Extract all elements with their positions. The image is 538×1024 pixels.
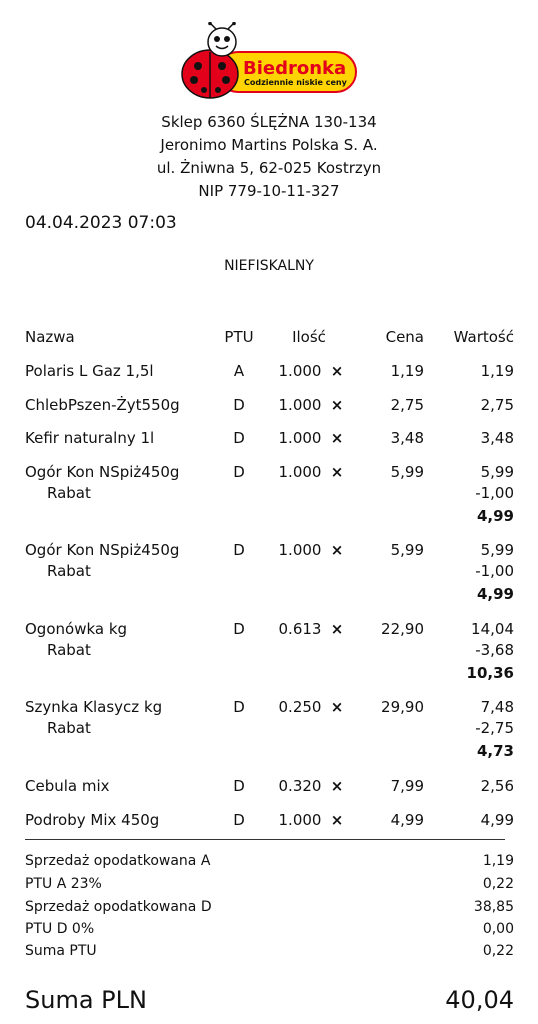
summary-value: 38,85: [473, 899, 514, 915]
item-qty: 1.000: [278, 362, 322, 380]
discount-row: [0, 641, 538, 661]
item-row: [0, 811, 538, 833]
item-row: [0, 698, 538, 720]
item-ptu: A: [233, 362, 245, 380]
item-row: [0, 620, 538, 642]
item-value: 14,04: [471, 620, 514, 638]
item-qty: 1.000: [278, 429, 322, 447]
net-row: [0, 507, 538, 527]
net-value: 4,99: [476, 507, 514, 525]
item-name: Ogór Kon NSpiż450g: [25, 541, 180, 559]
discount-row: [0, 562, 538, 582]
item-ptu: D: [233, 777, 245, 795]
col-name: Nazwa: [25, 328, 75, 346]
item-price: 3,48: [390, 429, 424, 447]
item-ptu: D: [233, 396, 245, 414]
non-fiscal-notice: NIEFISKALNY: [224, 258, 314, 274]
col-ptu: PTU: [224, 328, 254, 346]
net-row: [0, 585, 538, 605]
item-name: Szynka Klasycz kg: [25, 698, 163, 716]
item-price: 5,99: [390, 541, 424, 559]
net-row: [0, 742, 538, 762]
item-qty: 1.000: [278, 541, 322, 559]
item-ptu: D: [233, 429, 245, 447]
multiply-sign: ×: [330, 396, 344, 414]
item-row: [0, 777, 538, 799]
receipt-datetime: 04.04.2023 07:03: [25, 213, 177, 233]
item-row: [0, 429, 538, 451]
item-row: [0, 541, 538, 563]
item-row: [0, 463, 538, 485]
multiply-sign: ×: [330, 541, 344, 559]
item-name: Ogonówka kg: [25, 620, 128, 638]
divider: [25, 839, 505, 840]
column-headers: [0, 328, 538, 350]
brand-name: Biedronka: [243, 58, 347, 79]
multiply-sign: ×: [330, 620, 344, 638]
multiply-sign: ×: [330, 811, 344, 829]
item-qty: 0.320: [278, 777, 322, 795]
summary-row: [0, 921, 538, 941]
discount-label: Rabat: [47, 641, 91, 659]
discount-value: -3,68: [475, 641, 514, 659]
total-value: 40,04: [445, 986, 514, 1014]
multiply-sign: ×: [330, 362, 344, 380]
item-name: Kefir naturalny 1l: [25, 429, 155, 447]
col-price: Cena: [385, 328, 424, 346]
item-ptu: D: [233, 811, 245, 829]
store-line-1: Sklep 6360 ŚLĘŻNA 130-134: [161, 113, 377, 131]
summary-label: PTU A 23%: [25, 876, 102, 892]
item-ptu: D: [233, 463, 245, 481]
item-value: 2,56: [480, 777, 514, 795]
discount-value: -1,00: [475, 562, 514, 580]
net-row: [0, 664, 538, 684]
discount-row: [0, 484, 538, 504]
summary-label: PTU D 0%: [25, 921, 95, 937]
item-price: 22,90: [381, 620, 424, 638]
discount-label: Rabat: [47, 484, 91, 502]
item-name: Podroby Mix 450g: [25, 811, 160, 829]
item-qty: 1.000: [278, 463, 322, 481]
summary-value: 0,22: [482, 943, 514, 959]
item-value: 5,99: [480, 541, 514, 559]
discount-label: Rabat: [47, 562, 91, 580]
item-name: Polaris L Gaz 1,5l: [25, 362, 154, 380]
item-value: 5,99: [480, 463, 514, 481]
summary-value: 1,19: [482, 853, 514, 869]
discount-label: Rabat: [47, 719, 91, 737]
item-qty: 1.000: [278, 811, 322, 829]
item-price: 4,99: [390, 811, 424, 829]
item-ptu: D: [233, 698, 245, 716]
item-qty: 0.613: [278, 620, 322, 638]
item-name: ChlebPszen-Żyt550g: [25, 396, 180, 414]
multiply-sign: ×: [330, 429, 344, 447]
col-value: Wartość: [453, 328, 514, 346]
item-price: 2,75: [390, 396, 424, 414]
summary-value: 0,00: [482, 921, 514, 937]
multiply-sign: ×: [330, 698, 344, 716]
discount-value: -2,75: [475, 719, 514, 737]
net-value: 4,73: [476, 742, 514, 760]
item-row: [0, 362, 538, 384]
summary-row: [0, 876, 538, 896]
item-price: 5,99: [390, 463, 424, 481]
multiply-sign: ×: [330, 463, 344, 481]
item-qty: 1.000: [278, 396, 322, 414]
item-price: 1,19: [390, 362, 424, 380]
summary-value: 0,22: [482, 876, 514, 892]
item-value: 4,99: [480, 811, 514, 829]
discount-row: [0, 719, 538, 739]
store-line-3: ul. Żniwna 5, 62-025 Kostrzyn: [156, 159, 382, 177]
summary-label: Suma PTU: [25, 943, 97, 959]
summary-row: [0, 943, 538, 963]
summary-label: Sprzedaż opodatkowana D: [25, 899, 212, 915]
total-label: Suma PLN: [25, 986, 147, 1014]
store-nip: NIP 779-10-11-327: [198, 182, 340, 200]
item-qty: 0.250: [278, 698, 322, 716]
item-value: 3,48: [480, 429, 514, 447]
item-ptu: D: [233, 541, 245, 559]
item-value: 7,48: [480, 698, 514, 716]
item-name: Cebula mix: [25, 777, 110, 795]
store-line-2: Jeronimo Martins Polska S. A.: [160, 136, 378, 154]
summary-label: Sprzedaż opodatkowana A: [25, 853, 211, 869]
col-qty: Ilość: [292, 328, 326, 346]
item-value: 2,75: [480, 396, 514, 414]
item-value: 1,19: [480, 362, 514, 380]
item-name: Ogór Kon NSpiż450g: [25, 463, 180, 481]
item-row: [0, 396, 538, 418]
summary-row: [0, 853, 538, 873]
net-value: 10,36: [466, 664, 514, 682]
multiply-sign: ×: [330, 777, 344, 795]
discount-value: -1,00: [475, 484, 514, 502]
item-price: 7,99: [390, 777, 424, 795]
summary-row: [0, 899, 538, 919]
net-value: 4,99: [476, 585, 514, 603]
total-row: [0, 986, 538, 1020]
item-ptu: D: [233, 620, 245, 638]
item-price: 29,90: [381, 698, 424, 716]
biedronka-logo: [180, 22, 360, 102]
brand-tagline: Codziennie niskie ceny: [244, 78, 347, 87]
